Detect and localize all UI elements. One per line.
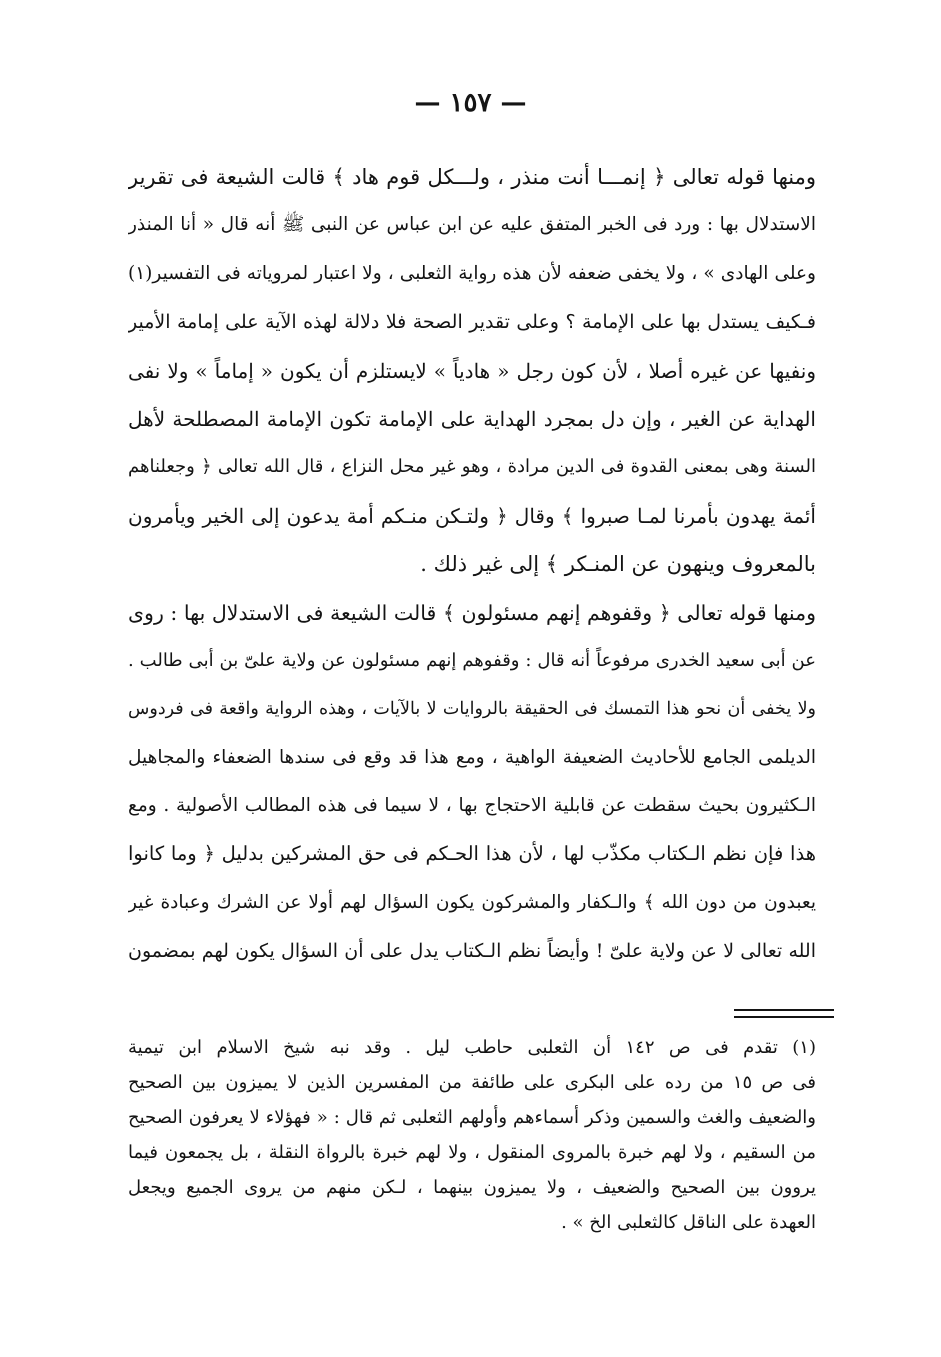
text-line: الهداية عن الغير ، وإن دل بمجرد الهداية على الإمامة تكون الإمامة المصطلحة لأهل <box>128 406 816 431</box>
text-line: وعلى الهادى » ، ولا يخفى ضعفه لأن هذه رواية الثعلبى ، ولا اعتبار لمروياته فى التفسير(١) <box>128 262 816 284</box>
text-line: عن أبى سعيد الخدرى مرفوعاً أنه قال : وقفوهم إنهم مسئولون عن ولاية علىّ بن أبى طالب . <box>128 649 816 671</box>
page-number: — ١٥٧ — <box>414 88 527 118</box>
footnote-line: يروون بين الصحيح والضعيف ، ولا يميزون بينهما ، لـكن منهم من يروى الجميع ويجعل <box>128 1177 816 1198</box>
text-line: الـكثيرون بحيث سقطت عن قابلية الاحتجاج بها ، لا سيما فى هذه المطالب الأصولية . ومع <box>128 795 816 817</box>
text-line: هذا فإن نظم الـكتاب مكذّب لها ، لأن هذا الحـكم فى حق المشركين بدليل ﴿ وما كانوا <box>128 842 816 866</box>
text-line: ومنها قوله تعالى ﴿ وقفوهم إنهم مسئولون ﴾ قالت الشيعة فى الاستدلال بها : روى <box>128 600 816 625</box>
footnote-divider <box>734 1009 834 1011</box>
text-line: الله تعالى لا عن ولاية علىّ ! وأيضاً نظم الـكتاب يدل على أن السؤال يكون لهم بمضمون <box>128 940 816 963</box>
footnote-line: والضعيف والغث والسمين وذكر أسماءهم وأولهم الثعلبى ثم قال : « فهؤلاء لا يعرفون الصحيح <box>128 1107 816 1128</box>
text-line: بالمعروف وينهون عن المنـكر ﴾ إلى غير ذلك . <box>420 552 816 577</box>
footnote-line: (١) تقدم فى ص ١٤٢ أن الثعلبى حاطب ليل . وقد نبه شيخ الاسلام ابن تيمية <box>128 1037 816 1058</box>
footnote-line: العهدة على الناقل كالثعلبى الخ » . <box>561 1212 816 1233</box>
footnote-divider <box>734 1016 834 1018</box>
footnotes <box>128 1030 816 1240</box>
text-line: يعبدون من دون الله ﴾ والـكفار والمشركون يكون السؤال لهم أولا عن الشرك وعبادة غير <box>128 891 816 913</box>
footnote-line: من السقيم ، ولا لهم خبرة بالمروى المنقول ، ولا لهم خبرة بالرواة النقلة ، بل يجمعون فيما <box>128 1142 816 1163</box>
footnote-line: فى ص ١٥ من رده على البكرى على طائفة من المفسرين الذين لا يميزون بين الصحيح <box>128 1072 816 1093</box>
text-line: السنة وهى بمعنى القدوة فى الدين مرادة ، وهو غير محل النزاع ، قال الله تعالى ﴿ وجعلناهم <box>128 456 816 478</box>
text-line: ولا يخفى أن نحو هذا التمسك فى الحقيقة بالروايات لا بالآيات ، وهذه الرواية واقعة فى فردوس <box>128 699 816 720</box>
text-line: أئمة يهدون بأمرنا لمـا صبروا ﴾ وقال ﴿ ولتـكن منـكم أمة يدعون إلى الخير ويأمرون <box>128 503 816 528</box>
text-line: ونفيها عن غيره أصلا ، لأن كون رجل « هادياً » لايستلزم أن يكون « إماماً » ولا نفى <box>128 358 816 383</box>
text-line: ومنها قوله تعالى ﴿ إنمـــا أنت منذر ، ولـــكل قوم هاد ﴾ قالت الشيعة فى تقرير <box>128 165 816 189</box>
text-line: فـكيف يستدل بها على الإمامة ؟ وعلى تقدير الصحة فلا دلالة لهذه الآية على إمامة الأمير <box>128 311 816 334</box>
text-line: الاستدلال بها : ورد فى الخبر المتفق عليه عن ابن عباس عن النبى ﷺ أنه قال « أنا المنذر <box>128 214 816 236</box>
text-line: الديلمى الجامع للأحاديث الضعيفة الواهية ، ومع هذا قد وقع فى سندها الضعفاء والمجاهيل <box>128 746 816 768</box>
main-text <box>128 153 816 976</box>
